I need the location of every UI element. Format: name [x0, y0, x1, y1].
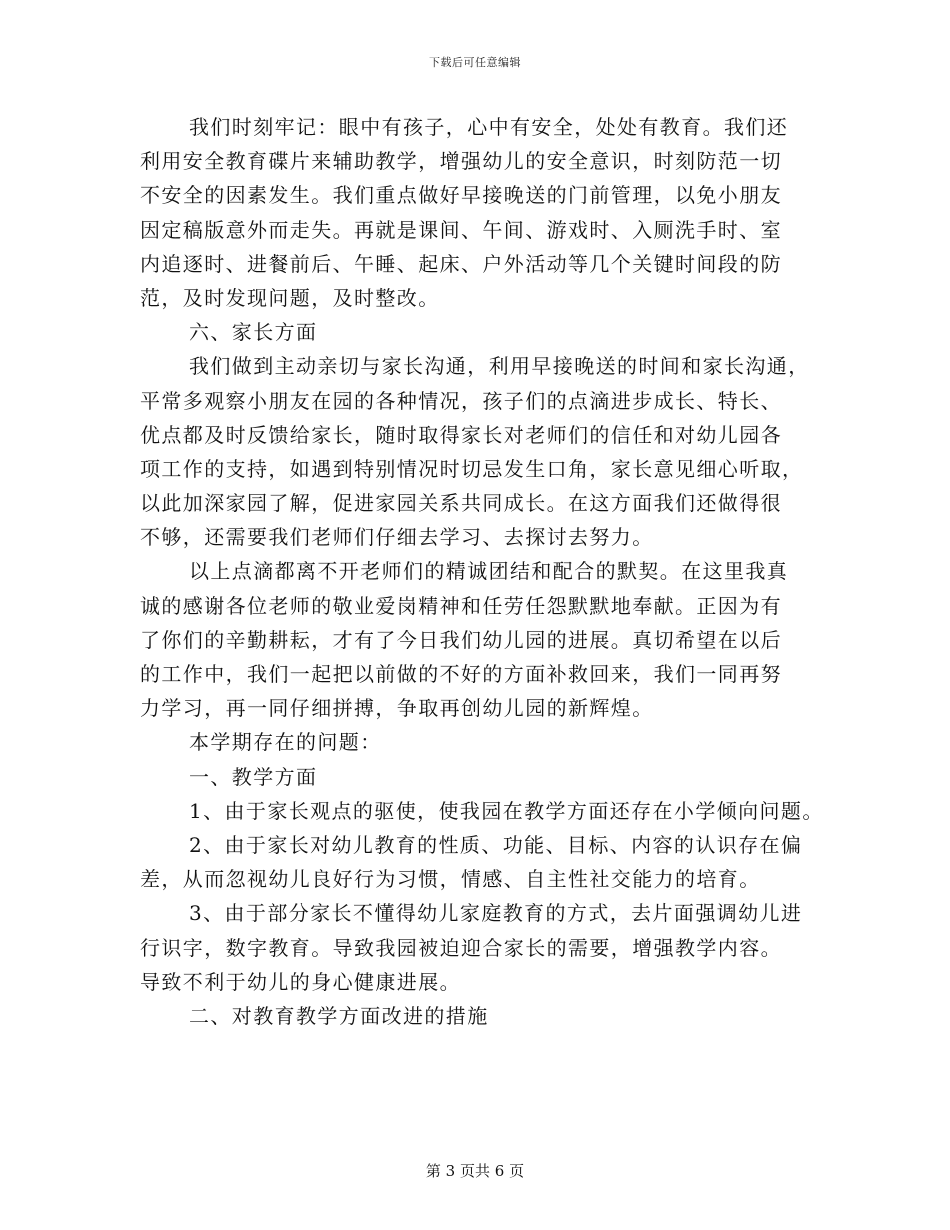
text-line: 导致不利于幼儿的身心健康进展。: [140, 969, 461, 994]
text-line: 以上点滴都离不开老师们的精诚团结和配合的默契。在这里我真: [189, 559, 789, 584]
text-line: 项工作的支持，如遇到特别情况时切忌发生口角，家长意见细心听取，: [140, 456, 804, 481]
text-line: 二、对教育教学方面改进的措施: [189, 1003, 489, 1028]
text-line: 2、由于家长对幼儿教育的性质、功能、目标、内容的认识存在偏: [189, 832, 803, 857]
text-line: 1、由于家长观点的驱使，使我园在教学方面还存在小学倾向问题。: [189, 798, 824, 823]
text-line: 诚的感谢各位老师的敬业爱岗精神和任劳任怨默默地奉献。正因为有: [140, 593, 782, 618]
text-line: 范，及时发现问题，及时整改。: [140, 285, 440, 310]
text-line: 平常多观察小朋友在园的各种情况，孩子们的点滴进步成长、特长、: [140, 388, 782, 413]
text-line: 力学习，再一同仔细拼搏，争取再创幼儿园的新辉煌。: [140, 696, 654, 721]
page-header: 下载后可任意编辑: [429, 56, 521, 69]
text-line: 不安全的因素发生。我们重点做好早接晚送的门前管理，以免小朋友: [140, 183, 782, 208]
text-line: 不够，还需要我们老师们仔细去学习、去探讨去努力。: [140, 525, 654, 550]
text-line: 优点都及时反馈给家长，随时取得家长对老师们的信任和对幼儿园各: [140, 422, 782, 447]
text-line: 我们时刻牢记：眼中有孩子，心中有安全，处处有教育。我们还: [189, 115, 789, 139]
text-line: 内追逐时、进餐前后、午睡、起床、户外活动等几个关键时间段的防: [140, 251, 782, 276]
text-line: 了你们的辛勤耕耘，才有了今日我们幼儿园的进展。真切希望在以后: [140, 627, 782, 652]
text-line: 我们做到主动亲切与家长沟通，利用早接晚送的时间和家长沟通，: [189, 354, 810, 379]
page-footer: 第 3 页共 6 页: [425, 1162, 525, 1180]
document-body: [140, 110, 824, 1033]
text-line: 一、教学方面: [189, 764, 318, 789]
text-line: 差，从而忽视幼儿良好行为习惯，情感、自主性社交能力的培育。: [140, 867, 761, 892]
text-line: 六、家长方面: [189, 320, 318, 345]
text-line: 因定稿版意外而走失。再就是课间、午间、游戏时、入厕洗手时、室: [140, 217, 782, 242]
text-line: 利用安全教育碟片来辅助教学，增强幼儿的安全意识，时刻防范一切: [140, 149, 782, 174]
text-line: 本学期存在的问题：: [189, 730, 382, 755]
text-line: 3、由于部分家长不懂得幼儿家庭教育的方式，去片面强调幼儿进: [189, 901, 803, 926]
text-line: 以此加深家园了解，促进家园关系共同成长。在这方面我们还做得很: [140, 491, 782, 516]
text-line: 行识字，数字教育。导致我园被迫迎合家长的需要，增强教学内容。: [140, 935, 782, 960]
text-line: 的工作中，我们一起把以前做的不好的方面补救回来，我们一同再努: [140, 662, 782, 686]
